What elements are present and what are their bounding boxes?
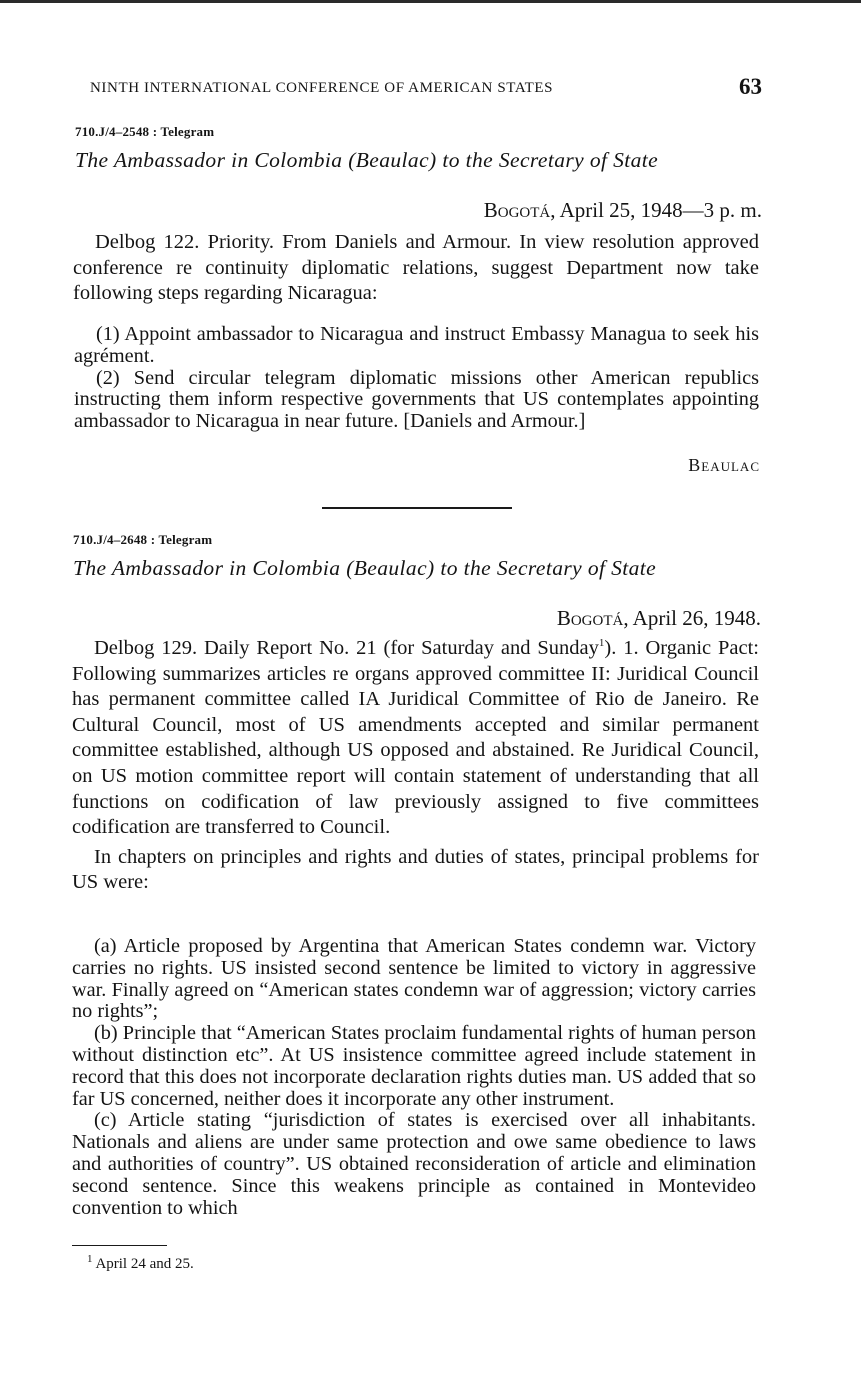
doc1-title: The Ambassador in Colombia (Beaulac) to the Secretary of State — [75, 148, 659, 172]
doc1-steps — [74, 324, 759, 433]
doc1-step: (2) Send circular telegram diplomatic missions other American republics instructing them inform respective governments that US contemplates appointing ambassador to Nicaragua in near future. [Daniels and Armour.] — [74, 366, 759, 433]
doc1-step: (1) Appoint ambassador to Nicaragua and instruct Embassy Managua to seek his agrément. — [74, 323, 759, 367]
section-divider — [322, 507, 512, 509]
doc1-intro — [73, 230, 759, 307]
doc1-dateline — [484, 198, 762, 223]
doc2-para1-lead: Delbog 129. Daily Report No. 21 (for Saturday and Sunday — [94, 637, 599, 659]
doc2-para2: In chapters on principles and rights and duties of states, principal problems for US were: — [72, 845, 759, 894]
doc2-body — [72, 636, 759, 896]
doc1-place: Bogotá, — [483, 198, 556, 222]
doc2-dateline — [557, 606, 761, 631]
footnote-ref: 1 — [598, 637, 605, 650]
doc1-file-ref: 710.J/4–2548 : Telegram — [75, 124, 215, 139]
page-header — [90, 74, 762, 99]
doc2-title: The Ambassador in Colombia (Beaulac) to the Secretary of State — [73, 556, 657, 580]
doc2-file-ref: 710.J/4–2648 : Telegram — [73, 532, 213, 547]
doc2-para1 — [72, 636, 759, 841]
doc2-place: Bogotá, — [556, 606, 629, 630]
doc2-item: (c) Article stating “jurisdiction of states is exercised over all inhabitants. Nationals and aliens are under same protection and owe same obedience to laws and authorities of country”. US obtained reconsideration of article and elimination second sentence. Since this weakens principle as contained in Montevideo convention to which — [72, 1109, 756, 1219]
footnote-marker: 1 — [87, 1253, 93, 1265]
doc1-date: April 25, 1948—3 p. m. — [559, 198, 762, 222]
footnote — [87, 1253, 194, 1273]
doc2-item: (a) Article proposed by Argentina that American States condemn war. Victory carries no rights. US insisted second sentence be limited to victory in aggressive war. Finally agreed on “American states condemn war of aggression; victory carries no rights”; — [72, 935, 756, 1023]
doc2-items — [72, 936, 756, 1219]
page-number: 63 — [739, 74, 762, 99]
footnote-text: April 24 and 25. — [95, 1256, 194, 1272]
doc2-para1-tail: ). 1. Organic Pact: Following summarizes articles re organs approved committee II: Juridical Council has permanent committee called IA Juridical Committee of Rio de Janeiro. Re Cultural Council, most of US amendments accepted and similar permanent committee established, although US opposed and abstained. Re Juridical Council, on US motion committee report will contain statement of understanding that all functions on codification of law previously assigned to five committees codification are transferred to Council. — [72, 637, 759, 839]
doc2-date: April 26, 1948. — [632, 606, 761, 630]
running-head: NINTH INTERNATIONAL CONFERENCE OF AMERICAN STATES — [90, 80, 554, 96]
doc1-intro-text: Delbog 122. Priority. From Daniels and Armour. In view resolution approved conference re continuity diplomatic relations, suggest Department now take following steps regarding Nicaragua: — [73, 231, 759, 305]
doc2-item: (b) Principle that “American States proclaim fundamental rights of human person without distinction etc”. At US insistence committee agreed include statement in record that this does not incorporate declaration rights duties man. US added that so far US concerned, neither does it incorporate any other instrument. — [72, 1022, 756, 1110]
doc1-signature: Beaulac — [688, 455, 760, 475]
top-border — [0, 0, 861, 3]
footnote-rule — [72, 1245, 167, 1246]
